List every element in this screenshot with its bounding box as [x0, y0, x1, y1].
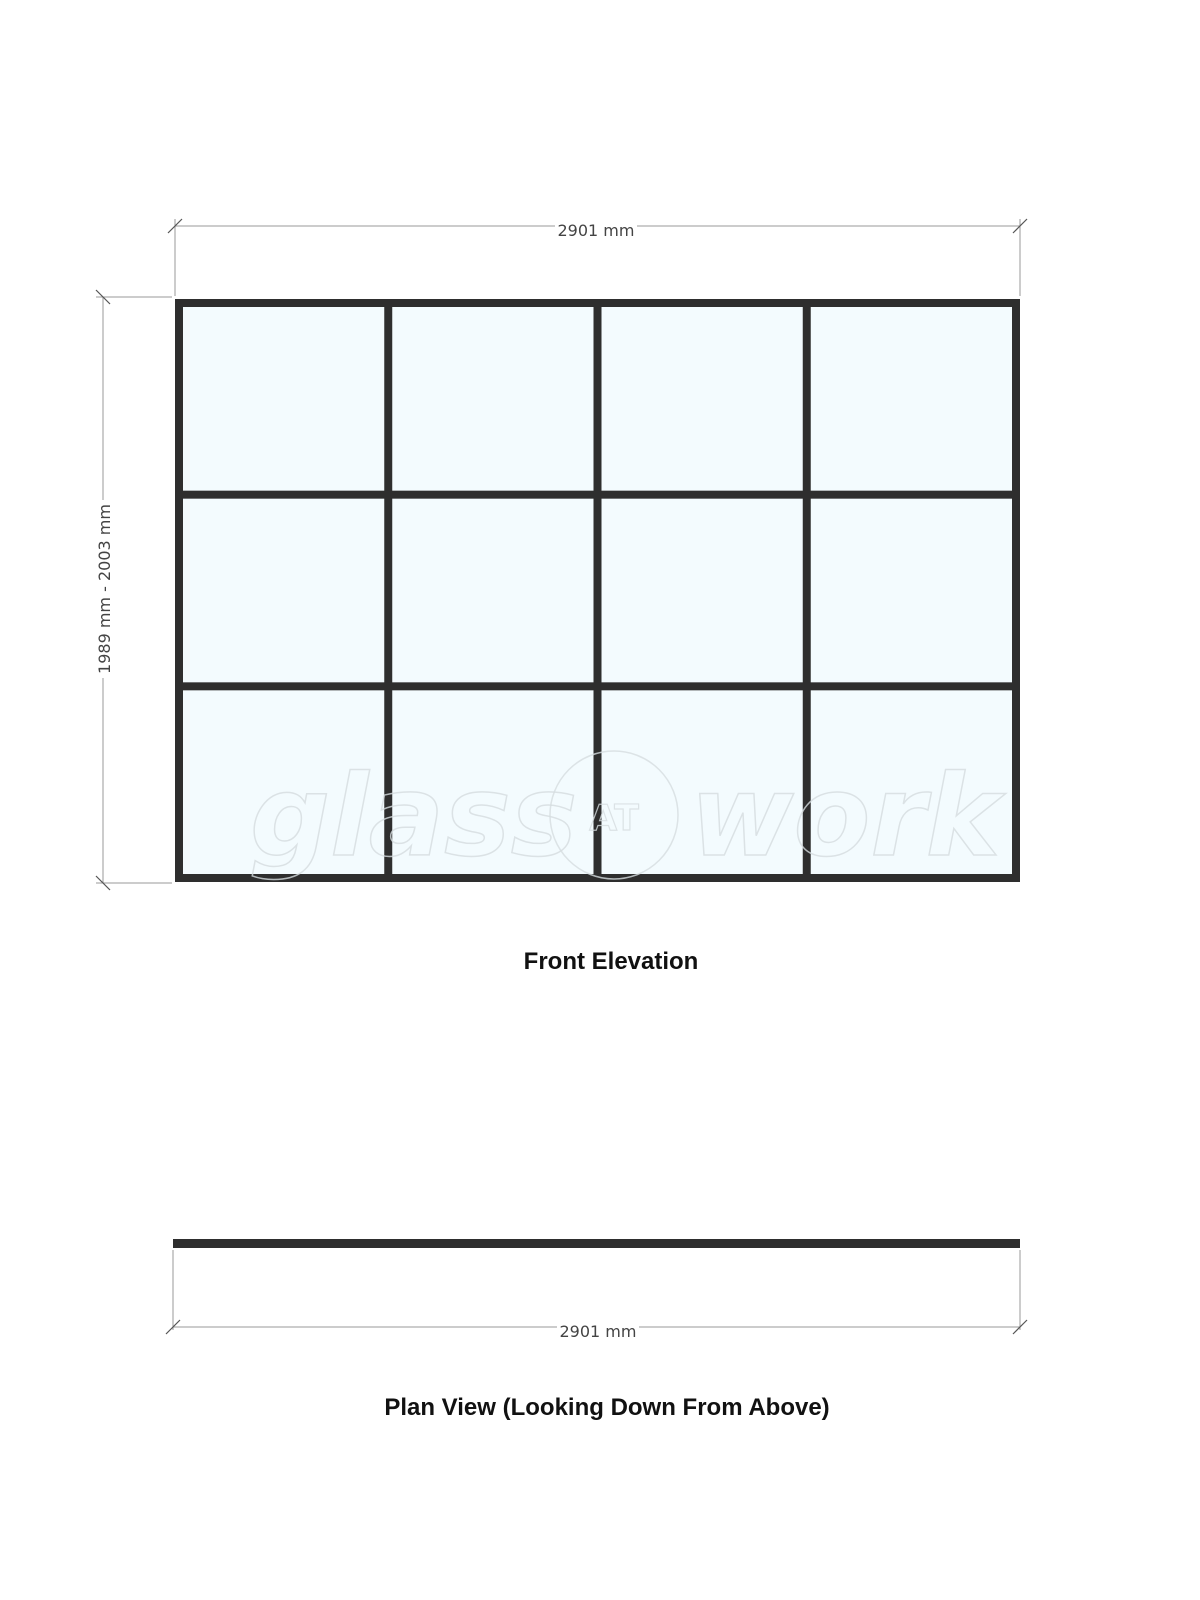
glass-pane-r2-c3: [602, 499, 803, 683]
glass-pane-r1-c1: [183, 307, 384, 491]
glass-pane-r1-c2: [392, 307, 593, 491]
front-elevation: [93, 216, 1027, 975]
glass-pane-r2-c1: [183, 499, 384, 683]
front-elevation-caption: Front Elevation: [523, 948, 699, 975]
plan-width-dimension: [166, 1250, 1027, 1341]
watermark-center-text: AT: [589, 798, 639, 839]
plan-view: [166, 1239, 1027, 1421]
watermark-left-text: glass: [250, 752, 578, 882]
plan-width-label: 2901 mm: [559, 1322, 637, 1341]
glass-pane-r2-c4: [811, 499, 1012, 683]
front-width-label: 2901 mm: [557, 221, 635, 240]
glass-pane-r2-c2: [392, 499, 593, 683]
front-height-dimension: [93, 290, 172, 890]
front-width-dimension: [168, 216, 1027, 296]
glass-pane-r1-c4: [811, 307, 1012, 491]
front-height-label: 1989 mm - 2003 mm: [95, 504, 114, 674]
plan-view-caption: Plan View (Looking Down From Above): [384, 1394, 830, 1421]
plan-frame-bar: [173, 1239, 1020, 1248]
watermark-right-text: work: [690, 752, 1001, 882]
glass-pane-r1-c3: [602, 307, 803, 491]
